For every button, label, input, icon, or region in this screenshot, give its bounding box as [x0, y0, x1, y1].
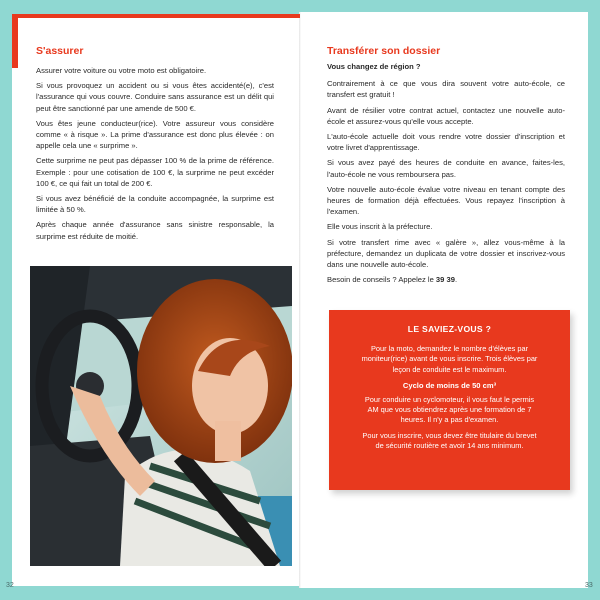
book-spine	[299, 12, 301, 588]
right-paragraph: Elle vous inscrit à la préfecture.	[327, 222, 433, 232]
right-heading: Transférer son dossier	[327, 45, 441, 57]
left-paragraph: Si vous provoquez un accident ou si vous êtes accidenté(e), c'est l'assurance qui vous couvre. Conduire sans assurance est un délit qui peut être sanctionné par une amende de 500 €.	[36, 81, 274, 113]
accent-corner-bar	[12, 14, 18, 68]
advice-line	[327, 274, 565, 285]
left-text-column	[36, 65, 274, 246]
driver-photo	[30, 266, 292, 566]
advice-suffix: .	[454, 275, 458, 285]
right-paragraph: Si vous avez payé des heures de conduite en avance, faites-les, l'auto-école ne vous remboursera pas.	[327, 158, 565, 179]
left-paragraph: Assurer votre voiture ou votre moto est obligatoire.	[36, 66, 207, 75]
right-paragraph: Si votre transfert rime avec « galère », allez vous-même à la préfecture, demandez un duplicata de votre dossier et inscrivez-vous dans une nouvelle auto-école.	[327, 237, 565, 270]
left-paragraph: Vous êtes jeune conducteur(rice). Votre assureur vous considère comme « à risque ». La prime d'assurance est donc plus élevée : on appelle cela une « surprime ».	[36, 118, 274, 151]
right-subheading: Vous changez de région ?	[327, 62, 421, 71]
box-subtitle: Cyclo de moins de 50 cm³	[402, 380, 497, 390]
box-title: LE SAVIEZ-VOUS ?	[407, 324, 492, 334]
advice-prefix: Besoin de conseils ? Appelez le	[327, 275, 436, 285]
left-paragraph: Si vous avez bénéficié de la conduite accompagnée, la surprime est limitée à 50 %.	[36, 194, 274, 215]
box-paragraph: Pour la moto, demandez le nombre d'élèves par moniteur(rice) avant de vous inscrire. Trois élèves par leçon de conduite est le maximum.	[361, 344, 538, 374]
right-text-column	[327, 61, 565, 289]
right-paragraph: Avant de résilier votre contrat actuel, contactez une nouvelle auto-école et assurez-vous qu'elle vous accepte.	[327, 105, 565, 126]
page-number-right: 33	[585, 582, 593, 589]
left-paragraph: Après chaque année d'assurance sans sinistre responsable, la surprime est réduite de moitié.	[36, 220, 274, 241]
advice-phone-number: 39 39	[435, 275, 455, 285]
left-paragraph: Cette surprime ne peut pas dépasser 100 % de la prime de référence. Exemple : pour une cotisation de 100 €, la surprime ne peut excéder 100 €, ce qui fait un total de 200 €.	[36, 156, 274, 188]
right-paragraph: Contrairement à ce que vous dira souvent votre auto-école, ce transfert est gratuit !	[327, 79, 565, 100]
box-paragraph: Pour vous inscrire, vous devez être titulaire du brevet de sécurité routière et avoir 14 ans minimum.	[362, 430, 537, 450]
did-you-know-box	[329, 310, 570, 490]
right-paragraph: Votre nouvelle auto-école évalue votre niveau en tenant compte des heures de formation déjà effectuées. Vous repayez l'inscription à l'examen.	[327, 184, 565, 217]
accent-top-line	[12, 14, 300, 18]
box-paragraph: Pour conduire un cyclomoteur, il vous faut le permis AM que vous obtiendrez après une formation de 7 heures. Il n'y a pas d'examen.	[364, 395, 535, 425]
page-number-left: 32	[6, 582, 14, 589]
left-heading: S'assurer	[36, 45, 84, 57]
right-paragraph: L'auto-école actuelle doit vous rendre votre dossier d'inscription et votre livret d'apprentissage.	[327, 132, 565, 153]
